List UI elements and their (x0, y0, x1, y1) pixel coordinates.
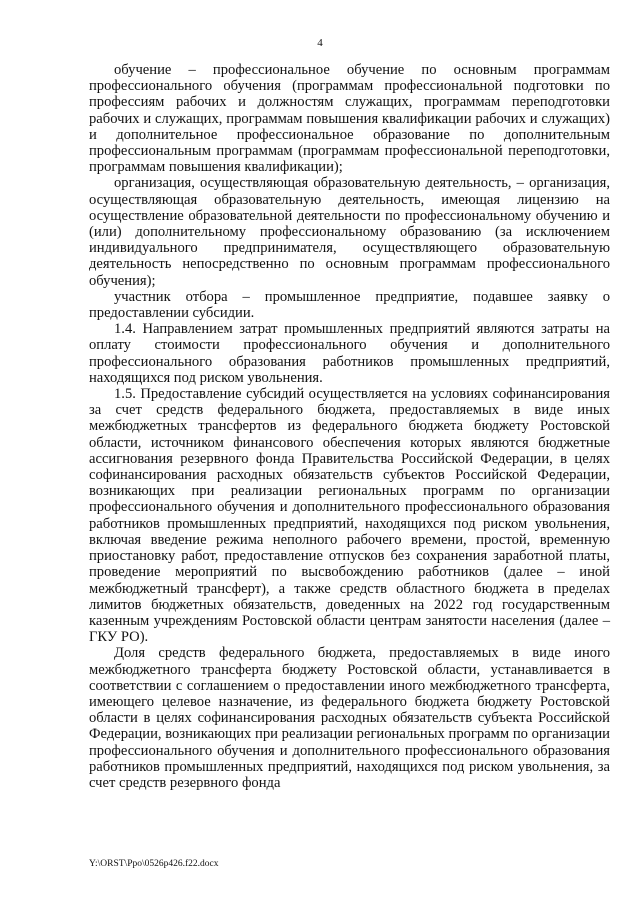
paragraph-definition-participant: участник отбора – промышленное предприятие, подавшее заявку о предоставлении субсидии. (89, 288, 610, 322)
paragraph-definition-training: обучение – профессиональное обучение по основным программам профессионального обучения (программам профессиональной подготовки по профессиям рабочих и должностям служащих, программам переподготовки рабочих и служащих, программам повышения квалификации рабочих и служащих) и дополнительное профессиональное образование по дополнительным профессиональным программам (программам профессиональной переподготовки, программам повышения квалификации); (89, 62, 610, 176)
page-number: 4 (317, 37, 323, 49)
paragraph-clause-1-4: 1.4. Направлением затрат промышленных предприятий являются затраты на оплату стоимости профессионального обучения и дополнительного профессионального образования работников промышленных предприятий, находящихся под риском увольнения. (89, 321, 610, 386)
document-body (89, 62, 610, 791)
paragraph-definition-organization: организация, осуществляющая образовательную деятельность, – организация, осуществляющая образовательную деятельность, имеющая лицензию на осуществление образовательной деятельности по профессиональному обучению и (или) дополнительному профессиональному образованию (за исключением индивидуального предпринимателя, осуществляющего образовательную деятельность непосредственно по основным программам профессионального обучения); (89, 175, 610, 289)
paragraph-clause-1-5: 1.5. Предоставление субсидий осуществляется на условиях софинансирования за счет средств федерального бюджета, предоставляемых в виде иных межбюджетных трансфертов из федерального бюджета бюджету Ростовской области, источником финансового обеспечения которых являются бюджетные ассигнования резервного фонда Правительства Российской Федерации, в целях софинансирования расходных обязательств субъектов Российской Федерации, возникающих при реализации региональных программ по организации профессионального обучения и дополнительного профессионального образования работников промышленных предприятий, находящихся под риском увольнения, включая введение режима неполного рабочего времени, простой, временную приостановку работ, предоставление отпусков без сохранения заработной платы, проведение мероприятий по высвобождению работников (далее – иной межбюджетный трансферт), а также средств областного бюджета в пределах лимитов бюджетных обязательств, доведенных на 2022 год государственным казенным учреждениям Ростовской области центрам занятости населения (далее – ГКУ РО). (89, 386, 610, 646)
paragraph-federal-share: Доля средств федерального бюджета, предоставляемых в виде иного межбюджетного трансферта бюджету Ростовской области, устанавливается в соответствии с соглашением о предоставлении иного межбюджетного трансферта, имеющего целевое назначение, из федерального бюджета бюджету Ростовской области в целях софинансирования расходных обязательств субъекта Российской Федерации, возникающих при реализации региональных программ по организации профессионального обучения и дополнительного профессионального образования работников промышленных предприятий, находящихся под риском увольнения, за счет средств резервного фонда (89, 645, 610, 791)
footer-file-path: Y:\ORST\Ppo\0526p426.f22.docx (89, 859, 219, 869)
